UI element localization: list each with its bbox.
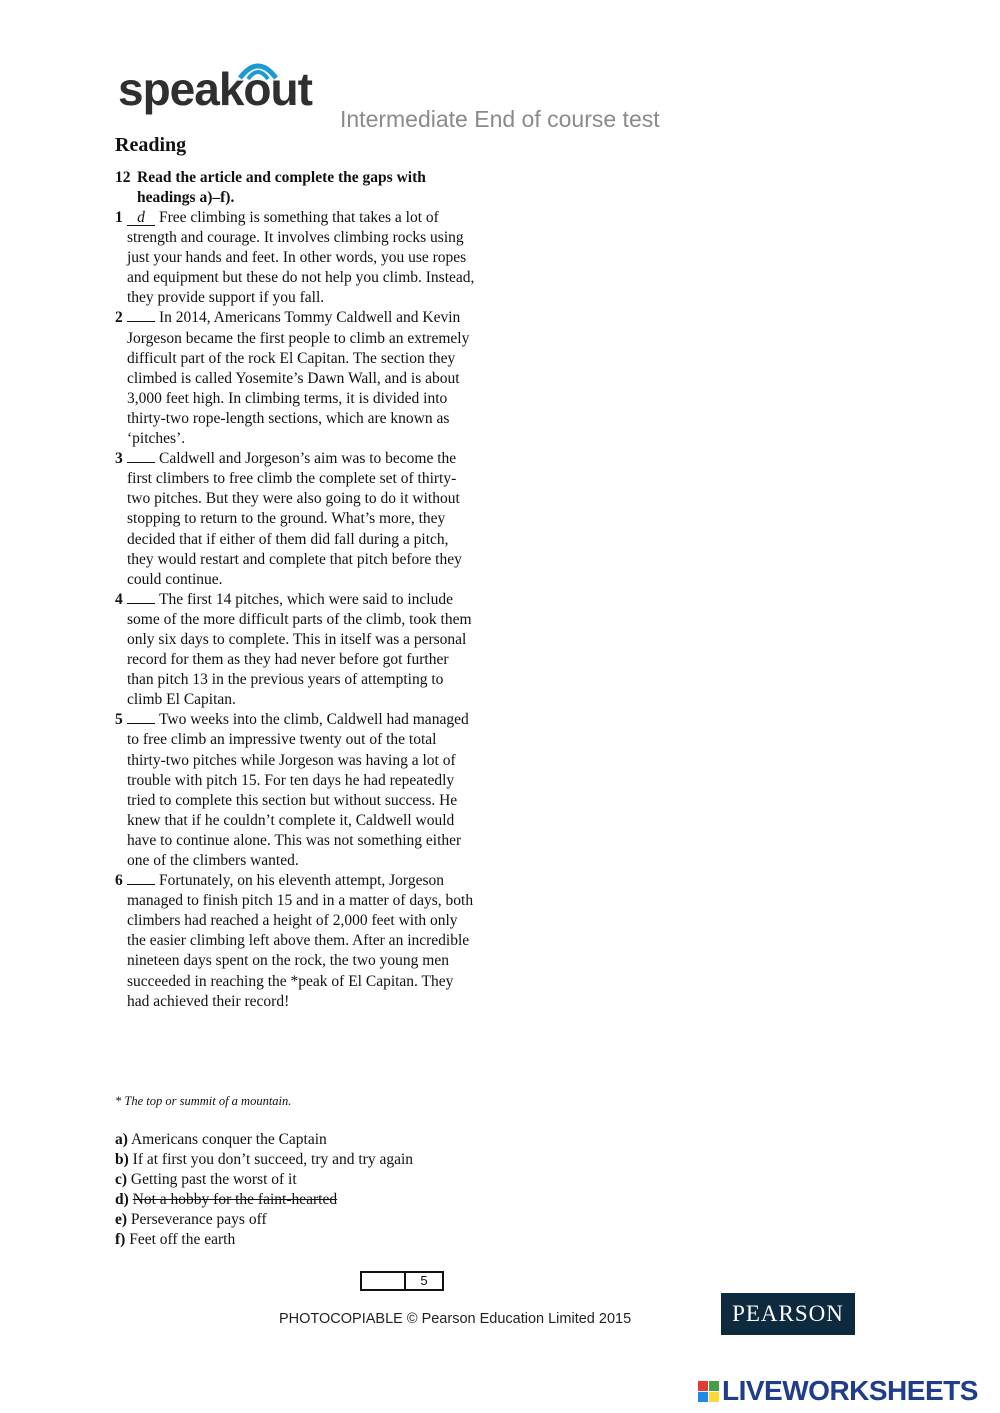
footnote: * The top or summit of a mountain.	[115, 1094, 292, 1108]
heading-option	[115, 1130, 413, 1150]
paragraph-number: 3	[115, 450, 123, 468]
liveworksheets-icon	[698, 1381, 719, 1402]
section-title: Reading	[115, 134, 187, 156]
paragraph-text: The first 14 pitches, which were said to include some of the more difficult parts of the climb, took them only six days to complete. This in itself was a personal record for them as they had never before got further than pitch 13 in the previous years of attempting to climb El Capitan.	[127, 590, 472, 709]
paragraph-text: Caldwell and Jorgeson’s aim was to become the first climbers to free climb the complete set of thirty-two pitches. But they were also going to do it without stopping to return to the ground. What’s more, they decided that if either of them did fall during a pitch, they would restart and complete that pitch before they could continue.	[127, 450, 462, 588]
paragraph	[115, 308, 475, 449]
heading-text: Getting past the worst of it	[130, 1171, 297, 1189]
wifi-arc-icon	[236, 58, 280, 82]
heading-letter: b)	[115, 1151, 129, 1169]
copyright-notice: PHOTOCOPIABLE © Pearson Education Limited 2015	[279, 1311, 632, 1327]
instruction-line-1: Read the article and complete the gaps with	[137, 169, 426, 186]
heading-option	[115, 1230, 413, 1250]
heading-text: Americans conquer the Captain	[130, 1131, 327, 1148]
paragraph	[115, 871, 475, 1012]
paragraph	[115, 208, 475, 308]
paragraph-text: Free climbing is something that takes a lot of strength and courage. It involves climbing rocks using just your hands and feet. In other words, you use ropes and equipment but these do not help you climb. Instead, they provide support if you fall.	[127, 209, 475, 307]
article	[115, 208, 475, 1012]
paragraph-text: Fortunately, on his eleventh attempt, Jorgeson managed to finish pitch 15 and in a matter of days, both climbers had reached a height of 2,000 feet with only the easier climbing left above them. After an incredible nineteen days spent on the rock, the two young men succeeded in reaching the *peak of El Capitan. They had achieved their record!	[127, 872, 474, 1010]
heading-text-used: Not a hobby for the faint-hearted	[132, 1191, 338, 1209]
heading-option	[115, 1170, 413, 1190]
heading-text: Perseverance pays off	[130, 1211, 267, 1229]
paragraph	[115, 449, 475, 590]
brand-text: LIVEWORKSHEETS	[722, 1375, 978, 1406]
paragraph-text: Two weeks into the climb, Caldwell had managed to free climb an impressive twenty out of the total thirty-two pitches while Jorgeson was having a lot of trouble with pitch 15. For ten days he had repeatedly tried to complete this section but without success. He knew that if he couldn’t complete it, Caldwell would have to continue alone. This was not something either one of the climbers wanted.	[127, 711, 469, 869]
task-instruction	[115, 168, 475, 208]
pearson-logo: PEARSON	[721, 1293, 855, 1335]
paragraph-number: 2	[115, 309, 123, 327]
paragraph-number: 5	[115, 711, 123, 729]
heading-letter: f)	[115, 1231, 126, 1249]
heading-letter: d)	[115, 1191, 129, 1209]
heading-text: Feet off the earth	[129, 1231, 236, 1249]
speakout-logo	[118, 62, 312, 116]
heading-option	[115, 1210, 413, 1230]
headings-list	[115, 1130, 413, 1251]
paragraph-number: 6	[115, 872, 123, 890]
paragraph-number: 4	[115, 590, 123, 608]
instruction-line-2: headings a)–f).	[137, 189, 235, 206]
score-box	[360, 1271, 444, 1291]
heading-letter: a)	[115, 1131, 128, 1148]
paragraph-text: In 2014, Americans Tommy Caldwell and Kevin Jorgeson became the first people to climb an extremely difficult part of the rock El Capitan. The section they climbed is called Yosemite’s Dawn Wall, and is about 3,000 feet high. In climbing terms, it is divided into thirty-two rope-length sections, which are known as ‘pitches’.	[127, 309, 470, 448]
task-number: 12	[115, 169, 131, 186]
test-subtitle: Intermediate End of course test	[340, 106, 660, 132]
answer-gap-4[interactable]	[127, 603, 155, 604]
paragraph	[115, 590, 475, 711]
answer-gap-6[interactable]	[127, 884, 155, 885]
score-input-cell[interactable]	[362, 1273, 406, 1289]
heading-text: If at first you don’t succeed, try and try again	[132, 1151, 414, 1169]
answer-gap-2[interactable]	[127, 321, 155, 322]
heading-option	[115, 1190, 413, 1210]
logo-text: speakout	[118, 63, 312, 115]
answer-gap-1[interactable]: d	[127, 211, 155, 226]
answer-gap-5[interactable]	[127, 723, 155, 724]
paragraph-number: 1	[115, 209, 123, 226]
heading-letter: e)	[115, 1211, 128, 1229]
heading-option	[115, 1150, 413, 1170]
score-total: 5	[420, 1273, 428, 1288]
liveworksheets-brand	[698, 1375, 978, 1407]
paragraph	[115, 710, 475, 871]
heading-letter: c)	[115, 1171, 128, 1189]
answer-gap-3[interactable]	[127, 462, 155, 463]
